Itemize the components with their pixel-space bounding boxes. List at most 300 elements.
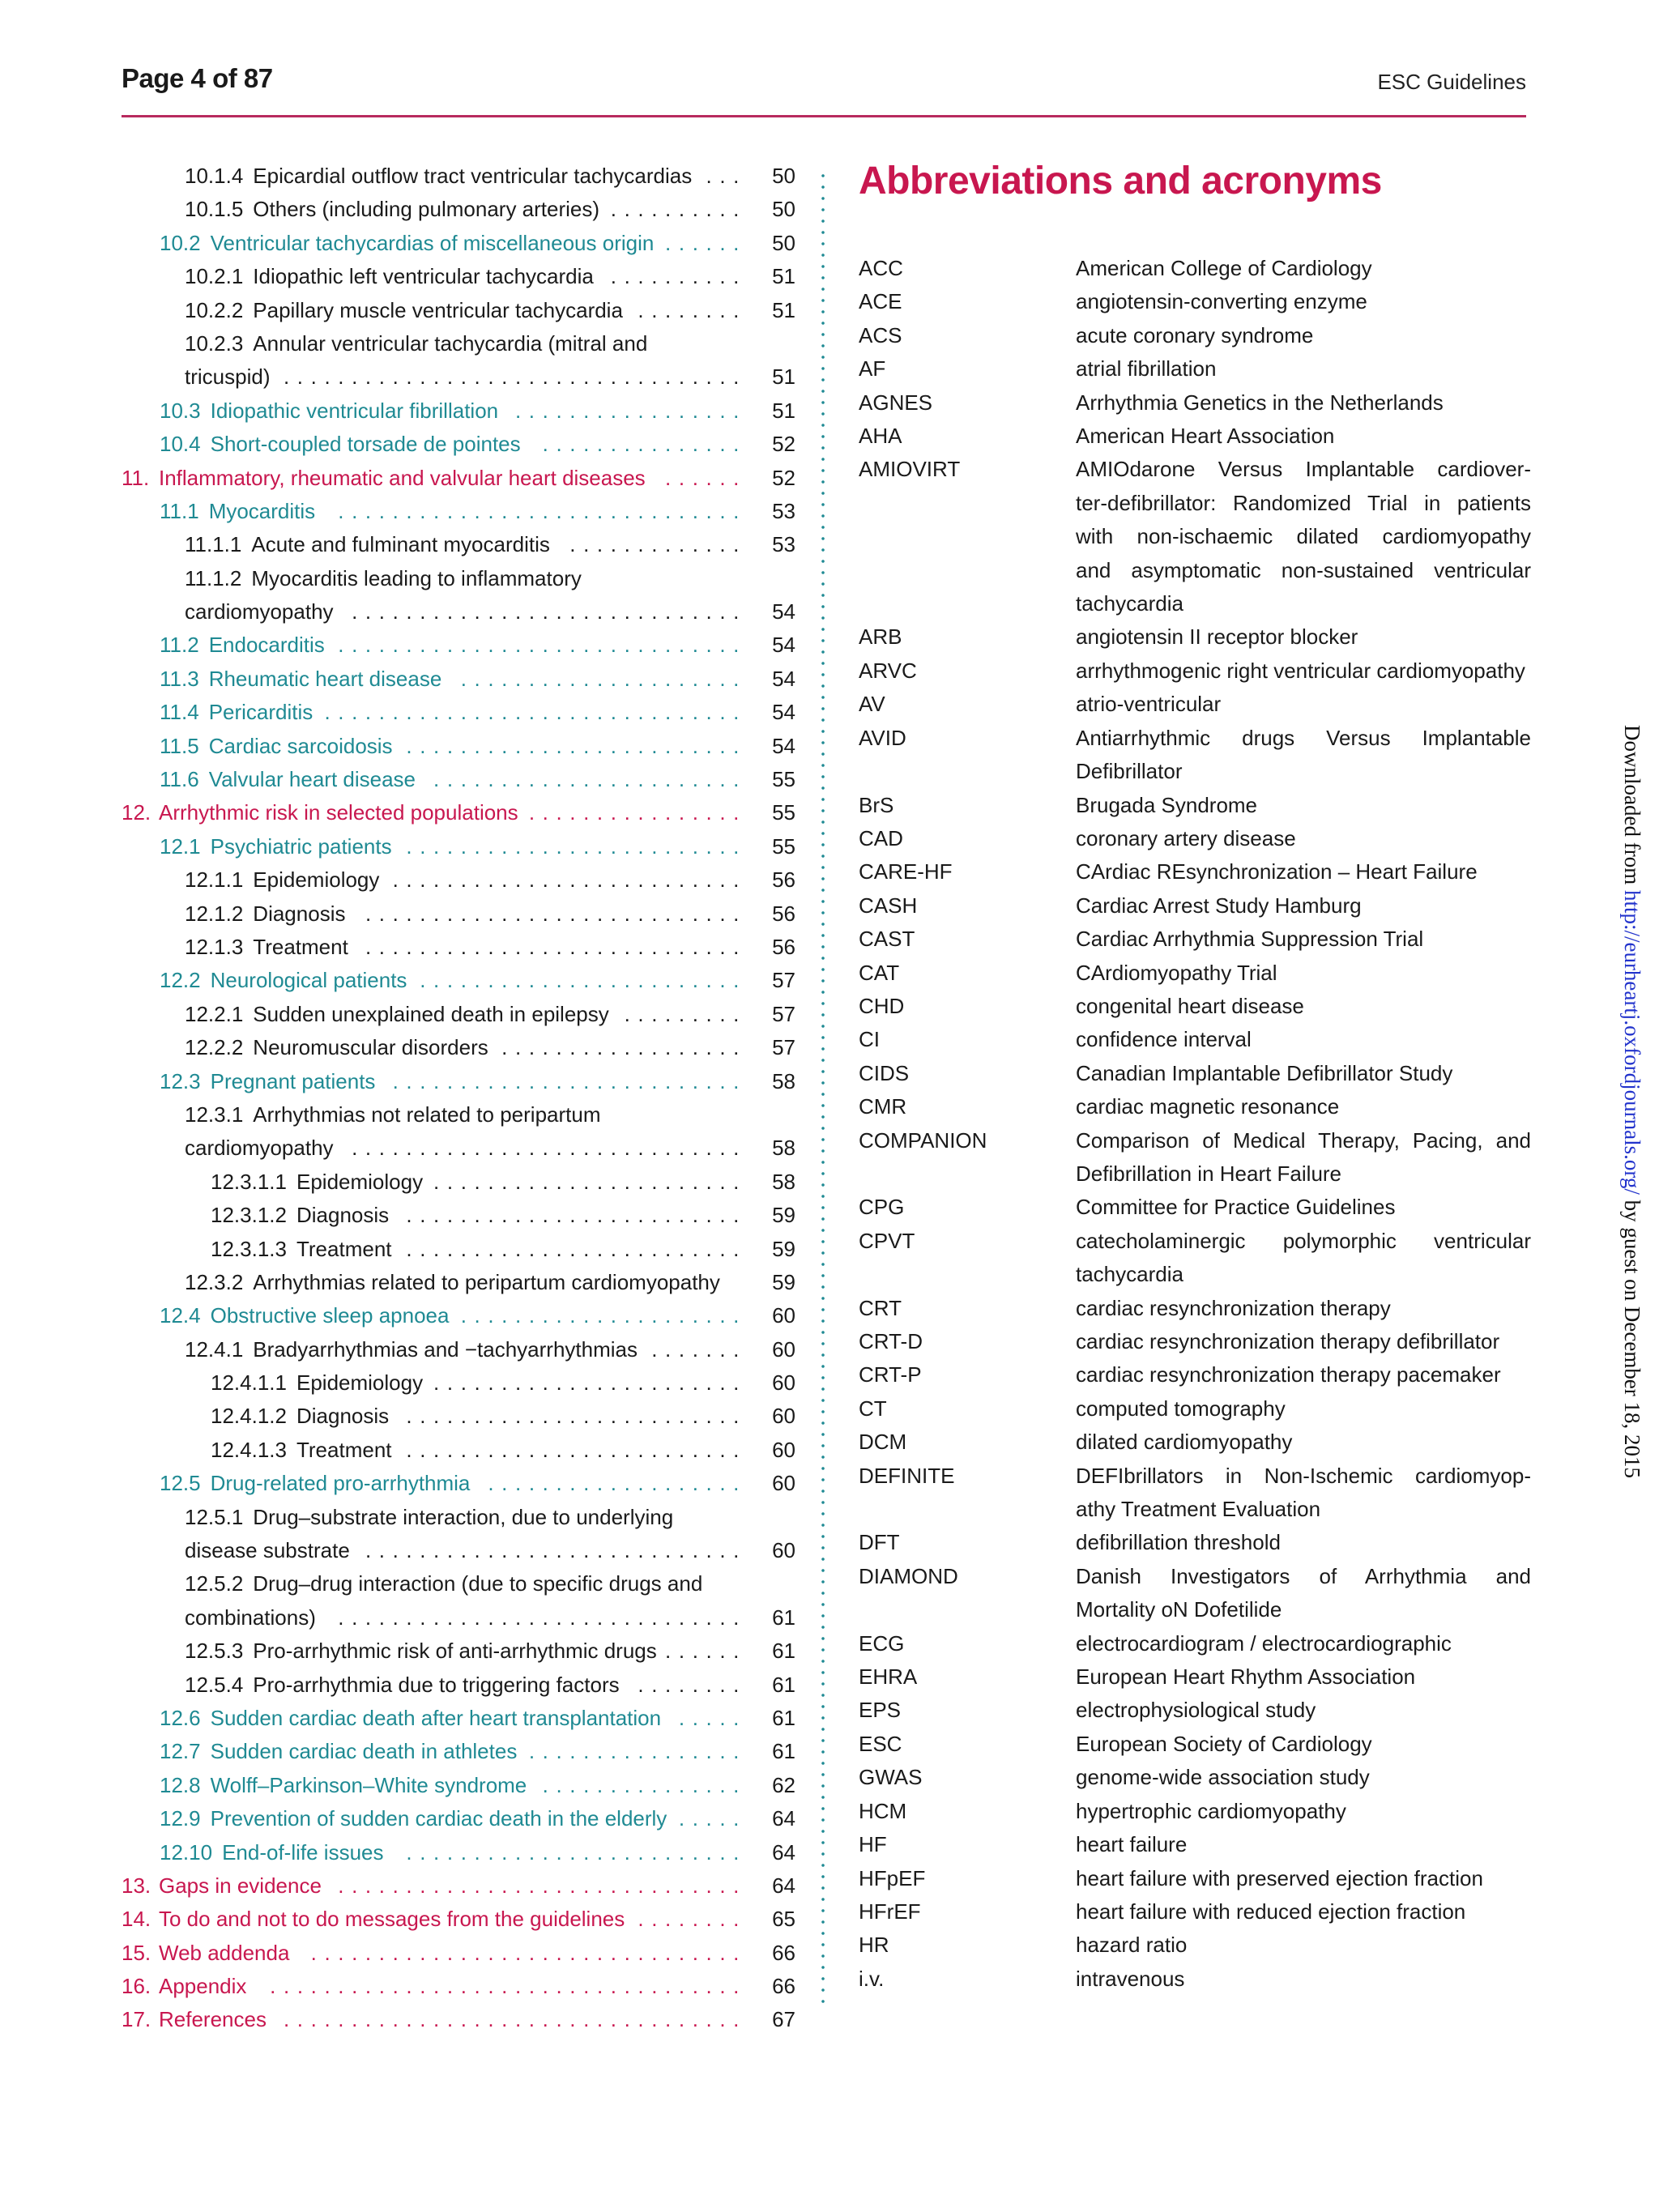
toc-entry[interactable] (122, 1769, 795, 1802)
toc-entry[interactable] (122, 1299, 795, 1332)
toc-entry-title: Pro-arrhythmia due to triggering factors (253, 1672, 620, 1697)
toc-entry[interactable] (122, 730, 795, 763)
abbreviation-term: CASH (859, 893, 918, 918)
abbreviation-term (859, 1593, 1076, 1626)
abbreviation-definition: Arrhythmia Genetics in the Netherlands (1076, 390, 1444, 415)
toc-dot-leader: ........ (638, 1672, 747, 1697)
toc-entry-title: Epidemiology (296, 1169, 424, 1194)
abbreviation-term: GWAS (859, 1765, 923, 1790)
abbreviation-definition: European Heart Rhythm Association (1076, 1664, 1416, 1690)
abbreviation-definition: cardiac resynchronization therapy defibrillator (1076, 1329, 1500, 1353)
toc-entry-number: 12.6 (160, 1705, 201, 1730)
toc-dot-leader: ......................... (406, 733, 747, 758)
abbreviation-definition: electrophysiological study (1076, 1698, 1316, 1723)
toc-entry[interactable] (122, 2003, 795, 2036)
toc-entry[interactable] (122, 1534, 795, 1567)
abbreviation-definition: genome-wide association study (1076, 1765, 1370, 1790)
abbreviation-term (859, 1157, 1076, 1191)
toc-entry-title: Bradyarrhythmias and −tachyarrhythmias (253, 1336, 638, 1362)
toc-entry-number: 11. (122, 465, 150, 490)
abbreviation-entry (859, 1023, 1531, 1056)
abbreviation-term: CRT (859, 1295, 902, 1320)
toc-entry[interactable] (122, 327, 795, 360)
toc-entry-title: Short-coupled torsade de pointes (210, 432, 521, 457)
abbreviation-term (859, 755, 1076, 788)
toc-dot-leader: ............................. (352, 1136, 747, 1161)
toc-entry-number: 17. (122, 2007, 151, 2032)
toc-dot-leader: ........ (638, 297, 747, 322)
toc-entry-number: 10.2.3 (185, 330, 244, 356)
abbreviation-entry (859, 1124, 1531, 1157)
toc-entry[interactable] (122, 1166, 795, 1199)
abbreviation-entry (859, 1895, 1531, 1929)
toc-entry-number: 10.3 (160, 398, 201, 423)
abbreviation-term: CRT-D (859, 1329, 923, 1353)
toc-entry[interactable] (122, 1065, 795, 1098)
toc-entry-number: 11.4 (160, 700, 199, 725)
toc-entry-title: Sudden cardiac death after heart transplantation (210, 1705, 662, 1730)
abbreviation-term (859, 520, 1076, 553)
abbreviation-term: DEFINITE (859, 1463, 955, 1488)
toc-entry[interactable] (122, 428, 795, 461)
abbreviation-entry (859, 1828, 1531, 1861)
toc-entry[interactable] (122, 1333, 795, 1366)
toc-entry-number: 12.5.2 (185, 1571, 244, 1596)
toc-entry-title: Obstructive sleep apnoea (210, 1303, 450, 1328)
abbreviation-definition: Brugada Syndrome (1076, 792, 1258, 817)
toc-page-number: 64 (772, 1873, 795, 1898)
abbreviation-definition: athy Treatment Evaluation (1076, 1497, 1321, 1522)
toc-page-number: 50 (772, 230, 795, 255)
abbreviation-entry (859, 1426, 1531, 1459)
abbreviation-entry (859, 1358, 1531, 1392)
abbreviation-term: CMR (859, 1094, 907, 1119)
toc-entry[interactable] (122, 394, 795, 428)
toc-entry[interactable] (122, 1233, 795, 1266)
toc-entry-title: Arrhythmias related to peripartum cardiomyopathy (253, 1269, 720, 1294)
abbreviation-entry (859, 554, 1531, 587)
abbreviation-entry (859, 755, 1531, 788)
toc-page-number: 60 (772, 1370, 795, 1396)
abbreviation-term: CI (859, 1027, 880, 1052)
toc-entry[interactable] (122, 629, 795, 662)
toc-entry[interactable] (122, 193, 795, 226)
abbreviation-entry (859, 1057, 1531, 1090)
toc-entry[interactable] (122, 1031, 795, 1064)
abbreviation-definition: angiotensin-converting enzyme (1076, 289, 1367, 314)
abbreviation-entry (859, 453, 1531, 486)
abbreviation-definition: confidence interval (1076, 1027, 1252, 1052)
toc-dot-leader: ................ (528, 800, 747, 825)
toc-entry[interactable] (122, 294, 795, 327)
toc-entry-number: 10.2 (160, 230, 201, 255)
abbreviation-term: DCM (859, 1430, 907, 1455)
toc-entry-number: 13. (122, 1873, 151, 1898)
toc-entry-title: Epicardial outflow tract ventricular tachycardias (253, 164, 693, 188)
toc-page-number: 50 (772, 164, 795, 188)
toc-entry-number: 11.3 (160, 666, 199, 691)
abbreviation-term: CAST (859, 927, 915, 952)
abbreviation-definition: Mortality oN Dofetilide (1076, 1597, 1282, 1622)
abbreviation-definition: Defibrillation in Heart Failure (1076, 1161, 1342, 1186)
toc-dot-leader: ............................. (352, 599, 747, 624)
abbreviation-definition: arrhythmogenic right ventricular cardiomyopathy (1076, 658, 1525, 683)
abbreviation-entry (859, 1593, 1531, 1626)
abbreviation-definition: Danish Investigators of Arrhythmia and (1076, 1563, 1531, 1588)
toc-entry-number: 12.2 (160, 968, 201, 993)
toc-entry[interactable] (122, 1400, 795, 1433)
toc-entry-title: Myocarditis (208, 498, 316, 523)
abbreviation-definition: American College of Cardiology (1076, 256, 1372, 280)
toc-entry[interactable] (122, 1567, 795, 1600)
toc-dot-leader: .................................. (283, 2007, 747, 2032)
abbreviation-entry (859, 855, 1531, 889)
abbreviation-entry (859, 1560, 1531, 1593)
abbreviation-entry (859, 822, 1531, 855)
abbreviation-entry (859, 487, 1531, 520)
abbreviation-entry (859, 386, 1531, 420)
abbreviation-term: CAD (859, 825, 903, 850)
abbreviation-entry (859, 1325, 1531, 1358)
watermark-link[interactable]: http://eurheartj.oxfordjournals.org/ (1620, 889, 1644, 1195)
abbreviation-entry (859, 420, 1531, 453)
toc-entry-title: Cardiac sarcoidosis (208, 733, 393, 758)
abbreviation-entry (859, 352, 1531, 386)
toc-entry-number: 12.3.1 (185, 1102, 244, 1127)
toc-entry[interactable] (122, 360, 795, 394)
abbreviation-definition: acute coronary syndrome (1076, 322, 1314, 347)
toc-page-number: 59 (772, 1269, 795, 1294)
toc-entry[interactable] (122, 1501, 795, 1534)
toc-dot-leader: ........................ (420, 968, 747, 993)
toc-page-number: 56 (772, 934, 795, 959)
toc-entry-title: To do and not to do messages from the guidelines (159, 1907, 625, 1932)
abbreviation-definition: angiotensin II receptor blocker (1076, 624, 1358, 650)
toc-entry-title: Arrhythmic risk in selected populations (159, 800, 518, 825)
toc-entry[interactable] (122, 260, 795, 293)
toc-dot-leader: ......................... (406, 1236, 747, 1261)
abbreviation-entry (859, 789, 1531, 822)
toc-entry-title: Ventricular tachycardias of miscellaneous origin (210, 230, 655, 255)
abbreviation-entry (859, 1225, 1531, 1258)
abbreviation-entry (859, 1460, 1531, 1493)
toc-entry[interactable] (122, 931, 795, 964)
toc-entry-number: 10.2.2 (185, 297, 244, 322)
toc-dot-leader: .......................... (392, 867, 747, 893)
toc-dot-leader: ............................... (324, 700, 747, 725)
toc-entry[interactable] (122, 1903, 795, 1936)
abbreviation-definition: heart failure with preserved ejection fraction (1076, 1865, 1483, 1890)
toc-page-number: 55 (772, 767, 795, 792)
toc-entry[interactable] (122, 1869, 795, 1903)
toc-entry[interactable] (122, 1467, 795, 1500)
toc-dot-leader: ................................... (270, 1974, 747, 1999)
abbreviation-definition: cardiac resynchronization therapy (1076, 1295, 1391, 1320)
toc-entry-number: 12.5.1 (185, 1504, 244, 1529)
toc-page-number: 58 (772, 1136, 795, 1161)
toc-entry-number: 11.5 (160, 733, 199, 758)
toc-entry-title: Epidemiology (296, 1370, 424, 1396)
toc-dot-leader: .................. (501, 1035, 747, 1060)
abbreviation-entry (859, 1963, 1531, 1996)
toc-entry-title: Inflammatory, rheumatic and valvular heart diseases (159, 465, 646, 490)
toc-entry[interactable] (122, 1366, 795, 1400)
toc-entry-number: 12.7 (160, 1739, 201, 1764)
toc-dot-leader: .............................. (338, 1605, 747, 1630)
abbreviation-term: ACC (859, 256, 903, 280)
toc-entry-number: 12.4 (160, 1303, 201, 1328)
toc-page-number: 51 (772, 398, 795, 423)
abbreviation-definition: tachycardia (1076, 1262, 1183, 1287)
toc-entry[interactable] (122, 528, 795, 561)
toc-entry-title: Papillary muscle ventricular tachycardia (253, 297, 623, 322)
abbreviation-term (859, 1258, 1076, 1291)
abbreviation-term: AVID (859, 725, 906, 750)
toc-dot-leader: ....................... (433, 1169, 747, 1194)
toc-entry[interactable] (122, 897, 795, 931)
toc-entry[interactable] (122, 1098, 795, 1132)
toc-entry[interactable] (122, 863, 795, 897)
abbreviation-term: EPS (859, 1698, 902, 1723)
toc-dot-leader: ......................... (406, 1203, 747, 1228)
toc-entry[interactable] (122, 1132, 795, 1165)
toc-entry-number: 12.3.2 (185, 1269, 244, 1294)
toc-entry-title: Treatment (253, 934, 348, 959)
abbreviation-entry (859, 587, 1531, 620)
toc-page-number: 61 (772, 1672, 795, 1697)
abbreviation-entry (859, 620, 1531, 654)
toc-entry-number: 12.1.1 (185, 867, 244, 893)
watermark-suffix: by guest on December 18, 2015 (1620, 1194, 1644, 1479)
toc-entry-title: Drug–substrate interaction, due to underlying (253, 1504, 674, 1529)
abbreviation-entry (859, 252, 1531, 285)
abbreviation-definition: computed tomography (1076, 1396, 1286, 1421)
toc-page-number: 53 (772, 532, 795, 557)
toc-entry[interactable] (122, 1702, 795, 1735)
toc-page-number: 60 (772, 1336, 795, 1362)
toc-dot-leader: ....................... (433, 767, 747, 792)
toc-entry-number: 12.9 (160, 1806, 201, 1831)
toc-page-number: 60 (772, 1437, 795, 1462)
toc-entry[interactable] (122, 1735, 795, 1768)
toc-page-number: 51 (772, 297, 795, 322)
toc-entry[interactable] (122, 562, 795, 595)
toc-entry[interactable] (122, 1937, 795, 1970)
abbreviation-entry (859, 1292, 1531, 1325)
toc-dot-leader: ............... (542, 432, 747, 457)
toc-entry[interactable] (122, 1669, 795, 1702)
toc-entry-number: 16. (122, 1974, 151, 1999)
toc-entry[interactable] (122, 763, 795, 796)
toc-entry-number: 12.4.1.3 (211, 1437, 287, 1462)
toc-entry[interactable] (122, 964, 795, 997)
toc-entry-number: 12.5.3 (185, 1639, 244, 1664)
toc-entry-title: Diagnosis (296, 1404, 390, 1429)
abbreviation-term: i.v. (859, 1966, 885, 1991)
toc-entry-title: Idiopathic left ventricular tachycardia (253, 264, 594, 289)
abbreviation-entry (859, 1191, 1531, 1224)
abbreviation-entry (859, 889, 1531, 923)
toc-entry[interactable] (122, 462, 795, 495)
download-watermark (1619, 725, 1644, 1478)
toc-entry[interactable] (122, 998, 795, 1031)
toc-entry[interactable] (122, 796, 795, 829)
abbreviation-definition: atrial fibrillation (1076, 356, 1217, 381)
abbreviation-term (859, 1493, 1076, 1526)
toc-dot-leader: ..................... (460, 1303, 747, 1328)
abbreviation-definition: DEFIbrillators in Non-Ischemic cardiomyop- (1076, 1463, 1531, 1488)
toc-entry-title: Rheumatic heart disease (208, 666, 442, 691)
toc-page-number: 66 (772, 1940, 795, 1965)
abbreviation-definition: CArdiac REsynchronization – Heart Failure (1076, 859, 1478, 884)
toc-entry-title: Treatment (296, 1437, 392, 1462)
toc-entry-number: 12.8 (160, 1772, 201, 1797)
abbreviation-entry (859, 1258, 1531, 1291)
toc-dot-leader: ............................ (365, 1538, 747, 1563)
toc-entry-title: Neuromuscular disorders (253, 1035, 488, 1060)
toc-page-number: 65 (772, 1907, 795, 1932)
toc-page-number: 64 (772, 1806, 795, 1831)
abbreviation-definition: congenital heart disease (1076, 993, 1304, 1018)
toc-page-number: 55 (772, 800, 795, 825)
toc-page-number: 61 (772, 1605, 795, 1630)
toc-entry[interactable] (122, 1434, 795, 1467)
abbreviation-term: ARB (859, 624, 902, 650)
abbreviation-definition: AMIOdarone Versus Implantable cardiover- (1076, 457, 1531, 482)
abbreviation-definition: American Heart Association (1076, 424, 1335, 449)
toc-entry-title: Wolff–Parkinson–White syndrome (210, 1772, 527, 1797)
toc-entry-title: Acute and fulminant myocarditis (251, 532, 550, 557)
abbreviation-definition: Cardiac Arrest Study Hamburg (1076, 893, 1362, 918)
toc-entry-number: 11.1.2 (185, 565, 242, 590)
toc-entry-title: Web addenda (159, 1940, 290, 1965)
toc-page-number: 59 (772, 1203, 795, 1228)
abbreviation-term: CRT-P (859, 1362, 922, 1387)
toc-entry[interactable] (122, 1199, 795, 1232)
toc-dot-leader: ...... (665, 465, 747, 490)
abbreviation-definition: heart failure with reduced ejection fraction (1076, 1899, 1466, 1924)
abbreviation-entry (859, 1795, 1531, 1828)
column-separator-dotted (821, 170, 825, 2009)
toc-entry-number: 12.3.1.3 (211, 1236, 287, 1261)
abbreviation-definition: cardiac resynchronization therapy pacemaker (1076, 1362, 1501, 1387)
toc-entry-title: Pro-arrhythmic risk of anti-arrhythmic drugs (253, 1639, 657, 1664)
watermark-prefix: Downloaded from (1620, 725, 1644, 890)
abbreviation-entry (859, 688, 1531, 721)
abbreviation-definition: electrocardiogram / electrocardiographic (1076, 1630, 1452, 1656)
toc-entry-number: 12.2.2 (185, 1035, 244, 1060)
toc-entry-number: 11.1 (160, 498, 199, 523)
abbreviation-definition: Defibrillator (1076, 759, 1183, 784)
toc-entry[interactable] (122, 1836, 795, 1869)
abbreviation-term: CPVT (859, 1228, 915, 1253)
abbreviation-definition: coronary artery disease (1076, 825, 1296, 850)
table-of-contents (122, 160, 795, 2037)
toc-page-number: 57 (772, 1001, 795, 1026)
toc-entry[interactable] (122, 595, 795, 629)
abbreviation-definition: catecholaminergic polymorphic ventricular (1076, 1228, 1531, 1253)
abbreviation-term: HCM (859, 1798, 907, 1823)
toc-entry-number: 11.2 (160, 633, 199, 658)
abbreviation-definition: cardiac magnetic resonance (1076, 1094, 1340, 1119)
toc-entry[interactable] (122, 1634, 795, 1668)
abbreviation-term: HFrEF (859, 1899, 921, 1924)
abbreviation-entry (859, 1728, 1531, 1761)
toc-page-number: 66 (772, 1974, 795, 1999)
toc-entry[interactable] (122, 696, 795, 729)
abbreviation-entry (859, 722, 1531, 755)
toc-dot-leader: ....... (651, 1336, 747, 1362)
abbreviation-definition: tachycardia (1076, 591, 1183, 616)
abbreviation-term: CT (859, 1396, 887, 1421)
abbreviation-definition: European Society of Cardiology (1076, 1731, 1372, 1756)
toc-page-number: 54 (772, 666, 795, 691)
toc-entry-title: Pregnant patients (210, 1068, 376, 1093)
toc-entry[interactable] (122, 495, 795, 528)
abbreviation-definition: Canadian Implantable Defibrillator Study (1076, 1060, 1453, 1085)
abbreviation-term (859, 587, 1076, 620)
toc-dot-leader: ................................ (310, 1940, 747, 1965)
abbreviation-entry (859, 1090, 1531, 1123)
abbreviation-term: ARVC (859, 658, 917, 683)
abbreviation-definition: defibrillation threshold (1076, 1530, 1281, 1555)
toc-entry[interactable] (122, 1266, 795, 1299)
journal-section-label: ESC Guidelines (1377, 70, 1526, 94)
toc-page-number: 51 (772, 364, 795, 390)
abbreviation-term: EHRA (859, 1664, 918, 1690)
toc-entry[interactable] (122, 227, 795, 260)
toc-entry[interactable] (122, 663, 795, 696)
abbreviation-term: COMPANION (859, 1127, 987, 1153)
abbreviation-term: AGNES (859, 390, 933, 415)
toc-entry-title: Sudden cardiac death in athletes (210, 1739, 518, 1764)
toc-entry-number: 10.2.1 (185, 264, 244, 289)
toc-page-number: 52 (772, 432, 795, 457)
abbreviation-entry (859, 1627, 1531, 1660)
toc-entry-title: disease substrate (185, 1538, 350, 1563)
abbreviation-term: BrS (859, 792, 894, 817)
toc-entry[interactable] (122, 1802, 795, 1835)
abbreviation-term: CHD (859, 993, 905, 1018)
abbreviation-term: ACS (859, 322, 902, 347)
toc-entry[interactable] (122, 1601, 795, 1634)
toc-entry-title: Others (including pulmonary arteries) (253, 197, 600, 222)
toc-entry-number: 12.5 (160, 1471, 201, 1496)
toc-entry-number: 12.3 (160, 1068, 201, 1093)
toc-entry-title: Annular ventricular tachycardia (mitral and (253, 330, 648, 356)
toc-dot-leader: .................................. (283, 364, 747, 390)
toc-page-number: 64 (772, 1839, 795, 1865)
abbreviation-term: AF (859, 356, 886, 381)
abbreviation-entry (859, 1694, 1531, 1727)
toc-entry[interactable] (122, 160, 795, 193)
toc-page-number: 61 (772, 1705, 795, 1730)
toc-page-number: 67 (772, 2007, 795, 2032)
toc-entry[interactable] (122, 1970, 795, 2003)
toc-entry-title: Epidemiology (253, 867, 380, 893)
toc-page-number: 57 (772, 1035, 795, 1060)
toc-dot-leader: ............................ (365, 901, 747, 926)
abbreviation-definition: hazard ratio (1076, 1933, 1188, 1958)
toc-entry[interactable] (122, 830, 795, 863)
abbreviation-term: AV (859, 692, 885, 717)
toc-entry-title: Drug-related pro-arrhythmia (210, 1471, 471, 1496)
abbreviation-definition: heart failure (1076, 1832, 1188, 1857)
toc-dot-leader: ...... (665, 230, 747, 255)
toc-entry-title: References (159, 2007, 267, 2032)
abbreviation-term: CPG (859, 1195, 905, 1220)
toc-entry-title: Valvular heart disease (208, 767, 416, 792)
